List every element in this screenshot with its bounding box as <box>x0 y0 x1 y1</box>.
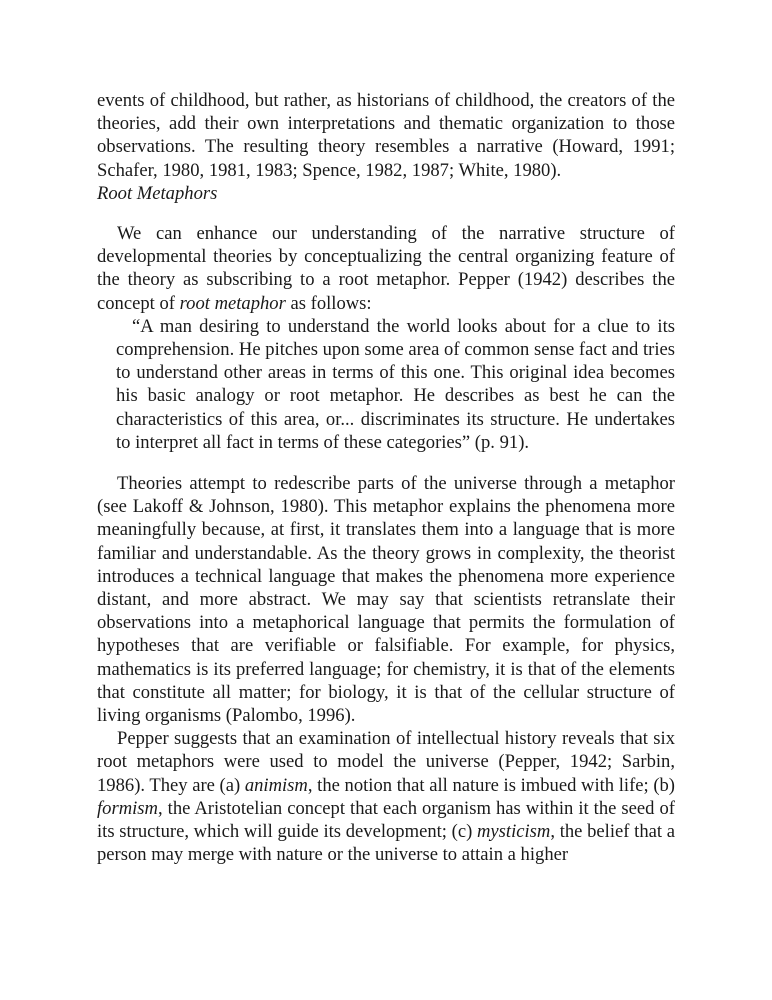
paragraph-text: Pepper suggests that an examination of intellectual history reveals that six root metaphors were used to model the universe (Pepper, 1942; Sarbin, 1986). They are (a) <box>97 728 675 796</box>
paragraph-theories: Theories attempt to redescribe parts of the universe through a metaphor (see Lakoff & Johnson, 1980). This metaphor explains the phenomena more meaningfully because, at first, it translates them into a language that is more familiar and understandable. As the theory grows in complexity, the theorist introduces a technical language that makes the phenomena more experience distant, and more abstract. We may say that scientists retranslate their observations into a metaphorical language that permits the formulation of hypotheses that are verifiable or falsifiable. For example, for physics, mathematics is its preferred language; for chemistry, it is that of the elements that constitute all matter; for biology, it is that of the cellular structure of living organisms (Palombo, 1996). <box>97 473 675 727</box>
document-page <box>97 89 675 867</box>
section-heading: Root Metaphors <box>97 182 218 204</box>
block-quote: “A man desiring to understand the world looks about for a clue to its comprehension. He pitches upon some area of common sense fact and tries to understand other areas in terms of this one. This original idea becomes his basic analogy or root metaphor. He describes as best he can the characteristics of this area, or... discriminates its structure. He undertakes to interpret all fact in terms of these categories” (p. 91). <box>116 315 675 453</box>
paragraph-text: We can enhance our understanding of the narrative structure of developmental theories by conceptualizing the central organizing feature of the theory as subscribing to a root metaphor. Pepper (1942) describes the concept of <box>97 223 675 314</box>
paragraph-text: , the notion that all nature is imbued with life; (b) <box>307 774 676 796</box>
paragraph-text: , the belief that a person may merge with nature or the universe to attain a higher <box>97 821 675 866</box>
emphasized-term: root metaphor <box>179 292 286 314</box>
paragraph-intro: events of childhood, but rather, as historians of childhood, the creators of the theories, add their own interpretations and thematic organization to those observations. The resulting theory resembles a narrative (Howard, 1991; Schafer, 1980, 1981, 1983; Spence, 1982, 1987; White, 1980). <box>97 90 675 181</box>
paragraph-pepper <box>97 727 675 866</box>
paragraph-text: , the Aristotelian concept that each organism has within it the seed of its structure, which will guide its development; (c) <box>97 797 675 843</box>
paragraph-text: as follows: <box>285 292 372 314</box>
emphasized-term: formism <box>97 797 158 819</box>
paragraph-root-metaphor-intro <box>97 222 675 315</box>
emphasized-term: mysticism <box>477 821 551 843</box>
emphasized-term: animism <box>244 774 308 796</box>
